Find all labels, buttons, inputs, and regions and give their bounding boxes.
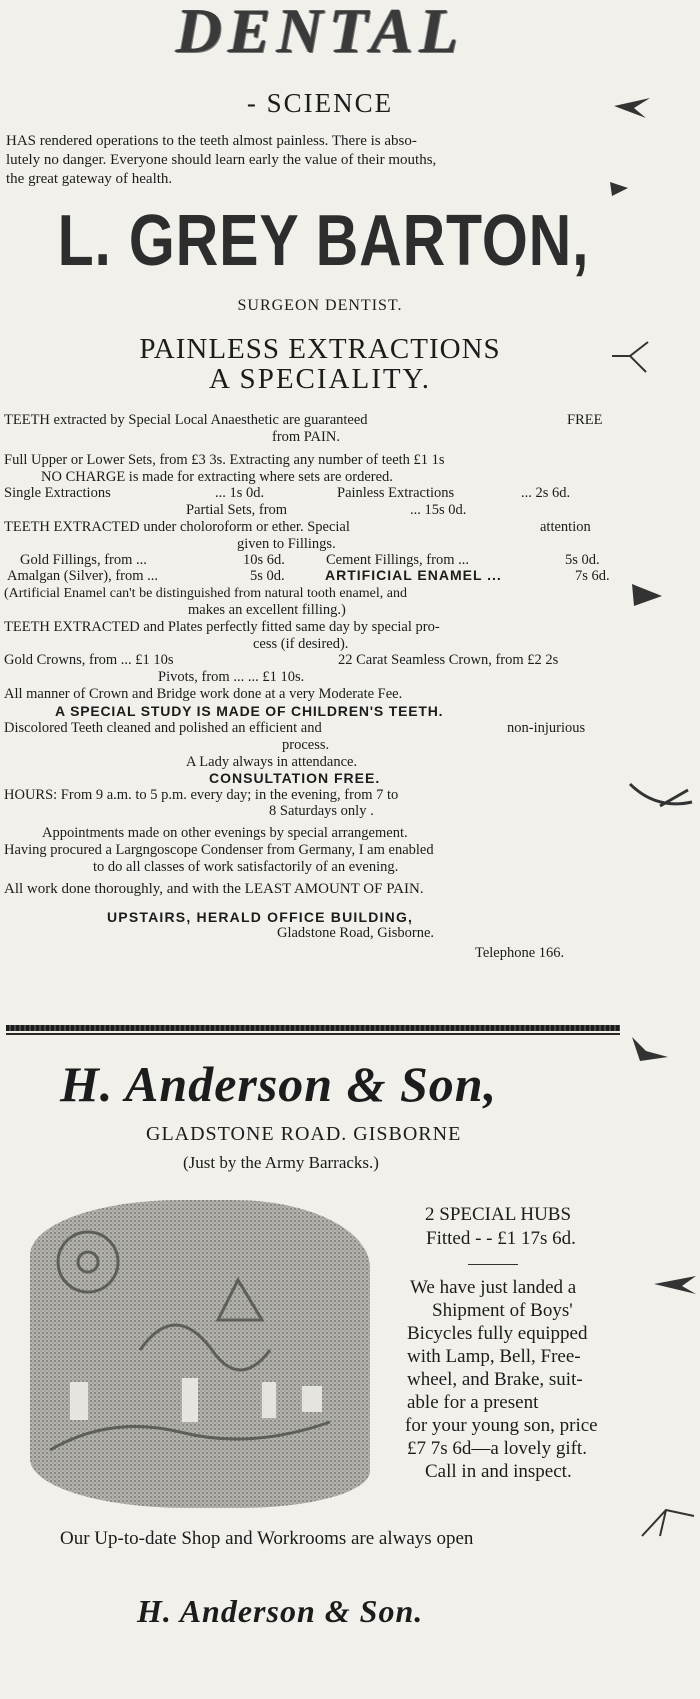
landed-line-3: Bicycles fully equipped <box>407 1323 588 1344</box>
ink-mark-icon <box>652 1270 698 1298</box>
partial-sets-price: ... 15s 0d. <box>410 502 467 518</box>
anaesthetic-line: TEETH extracted by Special Local Anaesthetic are guaranteed <box>4 412 368 428</box>
intro-line-3: the great gateway of health. <box>6 171 173 187</box>
intro-line-1: HAS rendered operations to the teeth almost painless. There is abso- <box>6 133 417 149</box>
hours-line: HOURS: From 9 a.m. to 5 p.m. every day; in the evening, from 7 to <box>4 787 399 803</box>
shop-open-line: Our Up-to-date Shop and Workrooms are always open <box>60 1528 474 1549</box>
cement-fillings-price: 5s 0d. <box>565 552 600 568</box>
pivots-line: Pivots, from ... ... £1 10s. <box>158 669 305 685</box>
ink-mark-icon <box>608 178 630 200</box>
landed-line-6: able for a present <box>407 1392 539 1413</box>
free-label: FREE <box>567 412 603 428</box>
artificial-enamel-label: ARTIFICIAL ENAMEL ... <box>325 567 502 583</box>
partial-sets-label: Partial Sets, from <box>186 502 288 518</box>
bicycle-engraving-image <box>30 1200 370 1508</box>
landed-line-4: with Lamp, Bell, Free- <box>407 1346 581 1367</box>
ink-mark-icon <box>630 1035 670 1065</box>
ink-mark-icon <box>640 1500 696 1540</box>
gold-fillings-price: 10s 6d. <box>243 552 285 568</box>
condenser-line-2: to do all classes of work satisfactorily of an evening. <box>93 859 399 875</box>
artificial-enamel-price: 7s 6d. <box>575 568 610 584</box>
plates-line: TEETH EXTRACTED and Plates perfectly fitted same day by special pro- <box>4 619 440 635</box>
single-extractions-price: ... 1s 0d. <box>215 485 265 501</box>
ink-mark-icon <box>630 580 664 608</box>
given-fillings-line: given to Fillings. <box>237 536 336 552</box>
from-pain-line: from PAIN. <box>272 429 340 445</box>
anderson-footer: H. Anderson & Son. <box>137 1593 424 1629</box>
separator-rule-heavy <box>6 1025 620 1031</box>
gold-crowns-line: Gold Crowns, from ... £1 10s <box>4 652 174 668</box>
chloroform-line: TEETH EXTRACTED under choloroform or ether. Special <box>4 519 350 535</box>
artificial-note-line: (Artificial Enamel can't be distinguished from natural tooth enamel, and <box>4 586 407 601</box>
children-teeth-line: A SPECIAL STUDY IS MADE OF CHILDREN'S TEETH. <box>55 703 444 719</box>
condenser-line-1: Having procured a Largngoscope Condenser from Germany, I am enabled <box>4 842 434 858</box>
landed-line-8: £7 7s 6d—a lovely gift. <box>407 1438 587 1459</box>
separator-rule-thin <box>6 1033 620 1035</box>
discolored-line: Discolored Teeth cleaned and polished an efficient and <box>4 720 322 736</box>
headline-painless-extractions: PAINLESS EXTRACTIONS <box>139 333 501 365</box>
hubs-price-line: Fitted - - £1 17s 6d. <box>426 1228 576 1249</box>
single-extractions-label: Single Extractions <box>4 485 111 501</box>
anderson-near-barracks: (Just by the Army Barracks.) <box>183 1153 379 1172</box>
surgeon-dentist-label: SURGEON DENTIST. <box>237 297 403 314</box>
lady-attendance-line: A Lady always in attendance. <box>186 754 358 770</box>
ink-mark-icon <box>610 340 650 374</box>
ink-mark-icon <box>612 92 652 122</box>
full-sets-line: Full Upper or Lower Sets, from £3 3s. Extracting any number of teeth £1 1s <box>4 452 445 468</box>
process-word: process. <box>282 737 330 753</box>
dentist-name: L. GREY BARTON, <box>57 201 590 281</box>
no-charge-line: NO CHARGE is made for extracting where sets are ordered. <box>41 469 393 485</box>
seamless-crown-line: 22 Carat Seamless Crown, from £2 2s <box>338 652 559 668</box>
science-heading: - SCIENCE <box>246 88 394 118</box>
hubs-divider <box>468 1264 518 1265</box>
landed-line-1: We have just landed a <box>410 1277 577 1298</box>
consultation-free-line: CONSULTATION FREE. <box>209 770 381 786</box>
amalgan-label: Amalgan (Silver), from ... <box>7 568 159 584</box>
attention-word: attention <box>540 519 591 535</box>
painless-extractions-price: ... 2s 6d. <box>521 485 571 501</box>
landed-line-2: Shipment of Boys' <box>432 1300 573 1321</box>
gladstone-road-line: Gladstone Road, Gisborne. <box>277 925 435 941</box>
dental-title: DENTAL <box>175 0 465 66</box>
intro-line-2: lutely no danger. Everyone should learn early the value of their mouths, <box>6 152 437 168</box>
all-work-line: All work done thoroughly, and with the LEAST AMOUNT OF PAIN. <box>4 881 424 897</box>
amalgan-price: 5s 0d. <box>250 568 285 584</box>
cement-fillings-label: Cement Fillings, from ... <box>326 552 469 568</box>
bridge-work-line: All manner of Crown and Bridge work done at a very Moderate Fee. <box>4 686 403 702</box>
telephone-line: Telephone 166. <box>475 945 565 961</box>
plates-line-2: cess (if desired). <box>253 636 349 652</box>
landed-line-9: Call in and inspect. <box>425 1461 572 1482</box>
upstairs-line: UPSTAIRS, HERALD OFFICE BUILDING, <box>107 909 414 925</box>
landed-line-5: wheel, and Brake, suit- <box>407 1369 583 1390</box>
gold-fillings-label: Gold Fillings, from ... <box>20 552 147 568</box>
landed-line-7: for your young son, price <box>405 1415 598 1436</box>
artificial-note-line-2: makes an excellent filling.) <box>188 602 346 618</box>
anderson-title: H. Anderson & Son, <box>60 1056 498 1112</box>
special-hubs-heading: 2 SPECIAL HUBS <box>425 1204 572 1225</box>
saturdays-line: 8 Saturdays only . <box>269 803 374 819</box>
non-injurious-word: non-injurious <box>507 720 586 736</box>
painless-extractions-label: Painless Extractions <box>337 485 455 501</box>
ink-mark-icon <box>628 780 694 820</box>
headline-speciality: A SPECIALITY. <box>208 363 432 395</box>
anderson-address: GLADSTONE ROAD. GISBORNE <box>146 1123 462 1145</box>
appointments-line: Appointments made on other evenings by special arrangement. <box>42 825 408 841</box>
